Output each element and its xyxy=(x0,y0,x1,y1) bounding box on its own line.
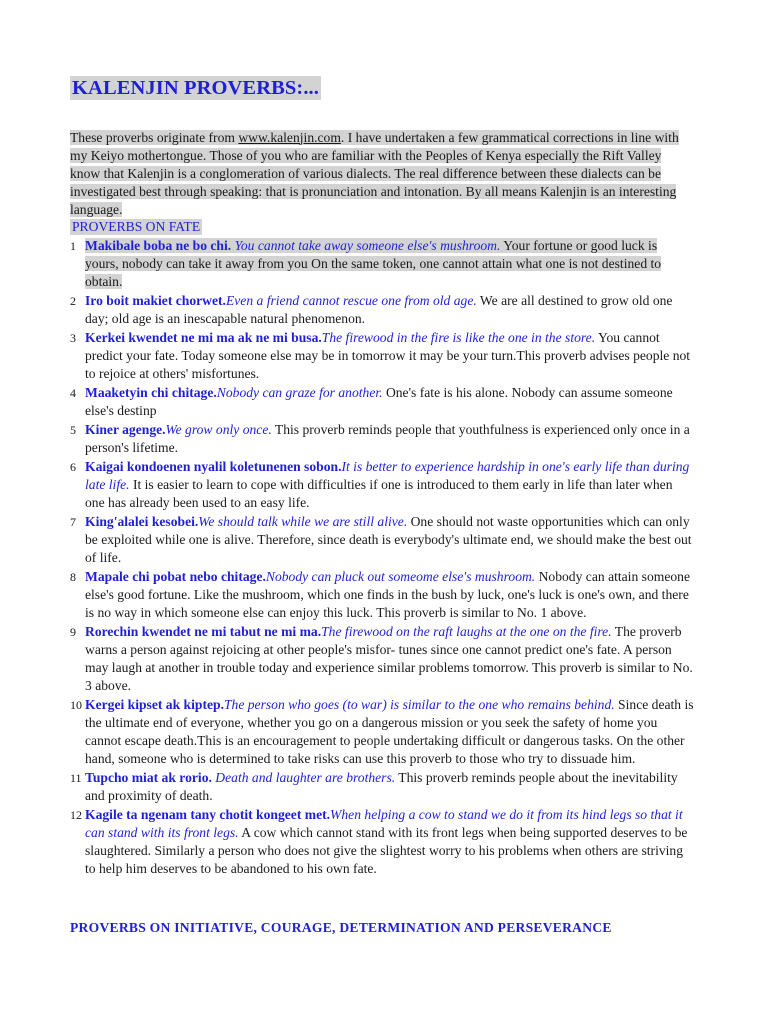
intro-text-start: These proverbs originate from xyxy=(70,129,239,145)
proverb-body xyxy=(85,329,694,383)
proverb-item xyxy=(70,421,694,457)
proverb-kalenjin: Kagile ta ngenam tany chotit kongeet met. xyxy=(85,807,331,822)
proverb-body xyxy=(85,806,694,878)
proverb-item xyxy=(70,696,694,768)
proverb-body xyxy=(85,696,694,768)
proverb-number: 11 xyxy=(70,771,82,785)
proverb-body xyxy=(85,292,694,328)
proverb-number: 9 xyxy=(70,625,76,639)
section-heading-initiative: PROVERBS ON INITIATIVE, COURAGE, DETERMINATION AND PERSEVERANCE xyxy=(70,920,612,935)
proverb-translation: We should talk while we are still alive. xyxy=(198,514,408,529)
proverb-translation: Death and laughter are brothers. xyxy=(211,770,396,785)
proverb-translation: We grow only once. xyxy=(165,422,272,437)
proverb-number: 7 xyxy=(70,515,76,529)
proverb-number: 6 xyxy=(70,460,76,474)
proverb-body xyxy=(85,769,694,805)
proverb-number: 4 xyxy=(70,386,76,400)
proverb-item xyxy=(70,292,694,328)
proverb-kalenjin: Kergei kipset ak kiptep. xyxy=(85,697,224,712)
proverb-translation: The firewood on the raft laughs at the one on the fire. xyxy=(321,624,612,639)
proverb-body xyxy=(85,458,694,512)
proverb-item xyxy=(70,513,694,567)
proverb-kalenjin: Rorechin kwendet ne mi tabut ne mi ma. xyxy=(85,624,322,639)
proverb-body xyxy=(85,623,694,695)
proverb-kalenjin: Iro boit makiet chorwet. xyxy=(85,293,226,308)
proverb-explanation: One's fate is his alone. Nobody can assume someone else's destinp xyxy=(85,385,673,418)
proverb-item xyxy=(70,384,694,420)
proverb-kalenjin: King'alalei kesobei. xyxy=(85,514,199,529)
proverb-translation: Even a friend cannot rescue one from old age. xyxy=(225,293,477,308)
proverb-explanation: You cannot predict your fate. Today someone else may be in tomorrow it may be your turn.This proverb advises people not to rejoice at others' misfortunes. xyxy=(85,330,691,381)
proverb-translation: The person who goes (to war) is similar to the one who remains behind. xyxy=(223,697,615,712)
proverb-body xyxy=(85,421,694,457)
proverb-kalenjin: Maaketyin chi chitage. xyxy=(85,385,217,400)
proverb-translation: When helping a cow to stand we do it from its hind legs so that it can stand with its front legs. xyxy=(85,807,683,840)
proverb-explanation: Since death is the ultimate end of everyone, whether you go on a dangerous mission or you seek the safety of home you cannot escape death.This is an encouragement to people undertaking difficult or dangerous tasks. On the other hand, someone who is determined to take risks can use this proverb to those who try to dissuade him. xyxy=(85,697,694,766)
proverb-kalenjin: Tupcho miat ak rorio. xyxy=(85,770,212,785)
proverb-body xyxy=(85,384,694,420)
proverb-body xyxy=(85,237,694,291)
section-heading-fate: PROVERBS ON FATE xyxy=(72,219,201,234)
proverb-item xyxy=(70,568,694,622)
proverb-explanation: Your fortune or good luck is yours, nobody can take it away from you On the same token, one cannot attain what one is not destined to obtain. xyxy=(85,238,662,289)
proverb-number: 10 xyxy=(70,698,82,712)
proverb-item xyxy=(70,458,694,512)
proverb-item xyxy=(70,237,694,291)
proverb-item xyxy=(70,329,694,383)
proverb-kalenjin: Makibale boba ne bo chi. xyxy=(85,238,232,253)
proverb-number: 1 xyxy=(70,239,76,253)
proverb-explanation: The proverb warns a person against rejoicing at other people's misfor- tunes since one cannot predict one's fate. A person may laugh at another in trouble today and experience similar problems tomorrow. This proverb is similar to No. 3 above. xyxy=(85,624,693,693)
proverb-body xyxy=(85,568,694,622)
proverb-number: 2 xyxy=(70,294,76,308)
proverb-explanation: This proverb reminds people that youthfulness is experienced only once in a person's lifetime. xyxy=(85,422,690,455)
proverb-item xyxy=(70,806,694,878)
proverb-translation: Nobody can pluck out someome else's mushroom. xyxy=(265,569,536,584)
proverb-kalenjin: Mapale chi pobat nebo chitage. xyxy=(85,569,266,584)
proverb-explanation: It is easier to learn to cope with difficulties if one is introduced to them early in life than later when one has already been used to an easy life. xyxy=(85,477,673,510)
proverb-translation: Nobody can graze for another. xyxy=(216,385,383,400)
intro-text-rest: . I have undertaken a few grammatical corrections in line with my Keiyo mothertongue. Those of you who are familiar with the Peoples of Kenya especially the Rift Valley know that Kalenjin is a conglomeration of various dialects. The real difference between these dialects can be investigated best through speaking: that is pronunciation and intonation. By all means Kalenjin is an interesting language. xyxy=(70,129,679,217)
proverb-explanation: We are all destined to grow old one day; old age is an inescapable natural phenomenon. xyxy=(85,293,673,326)
intro-paragraph xyxy=(70,129,692,219)
proverb-kalenjin: Kiner agenge. xyxy=(85,422,166,437)
proverb-translation: You cannot take away someone else's mushroom. xyxy=(231,238,501,253)
proverb-body xyxy=(85,513,694,567)
page-title: KALENJIN PROVERBS:... xyxy=(72,77,319,99)
kalenjin-link[interactable]: www.kalenjin.com xyxy=(238,129,341,145)
proverb-number: 5 xyxy=(70,423,76,437)
proverb-number: 3 xyxy=(70,331,76,345)
proverb-translation: It is better to experience hardship in one's early life than during late life. xyxy=(85,459,690,492)
proverb-item xyxy=(70,769,694,805)
proverb-translation: The firewood in the fire is like the one in the store. xyxy=(321,330,596,345)
proverb-number: 12 xyxy=(70,808,82,822)
proverb-item xyxy=(70,623,694,695)
proverb-explanation: This proverb reminds people about the inevitability and proximity of death. xyxy=(85,770,678,803)
proverb-number: 8 xyxy=(70,570,76,584)
proverb-kalenjin: Kerkei kwendet ne mi ma ak ne mi busa. xyxy=(85,330,322,345)
proverb-explanation: Nobody can attain someone else's good fortune. Like the mushroom, which one finds in the bush by luck, one's luck is one's own, and there is no way in which someone else can enjoy this luck. This proverb is similar to No. 1 above. xyxy=(85,569,690,620)
proverb-explanation: A cow which cannot stand with its front legs when being supported deserves to be slaughtered. Similarly a person who does not give the slightest worry to his problems when others are striving to help him deserves to be abandoned to his own fate. xyxy=(85,825,688,876)
proverb-kalenjin: Kaigai kondoenen nyalil koletunenen sobon. xyxy=(85,459,342,474)
proverb-list xyxy=(70,237,694,879)
proverb-explanation: One should not waste opportunities which can only be exploited while one is alive. Therefore, since death is everybody's ultimate end, we should make the best out of life. xyxy=(85,514,692,565)
